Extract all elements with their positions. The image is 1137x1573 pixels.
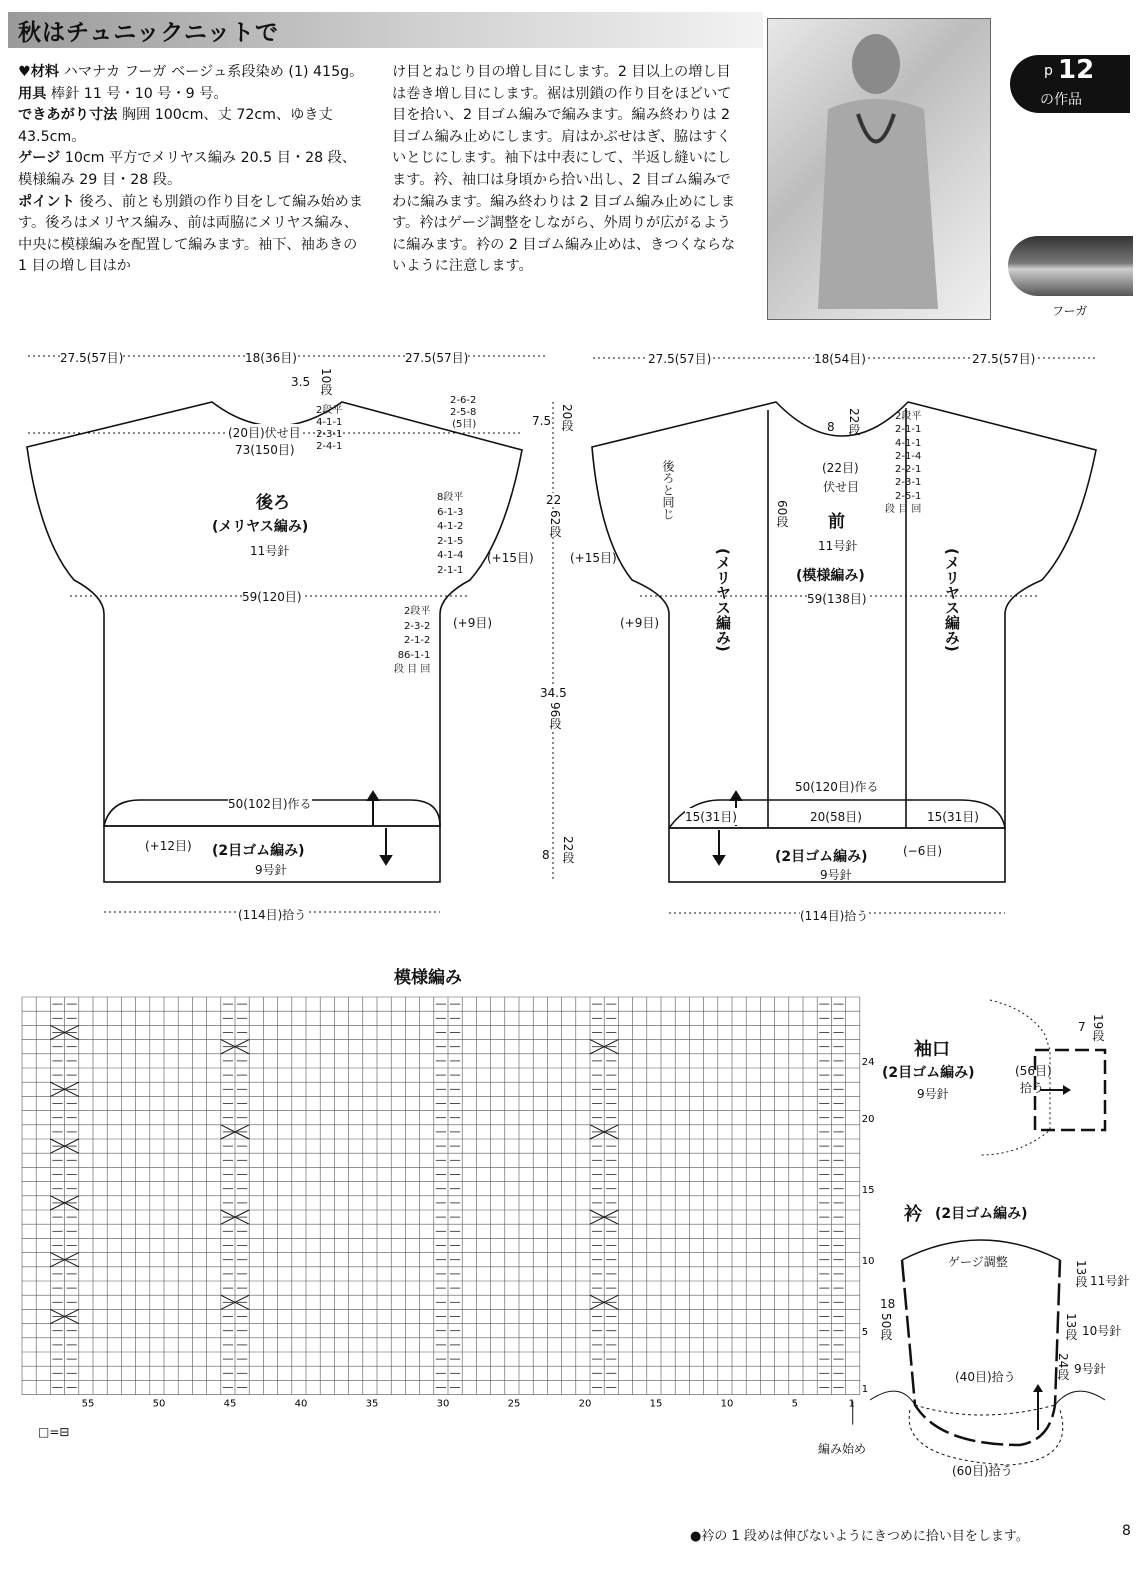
back-dim-mid: 18(36目) bbox=[245, 351, 297, 365]
back-width-mid: 59(120目) bbox=[242, 590, 302, 604]
cuff-rows: 19段 bbox=[1091, 1014, 1105, 1042]
front-cast-on: 50(120目)作る bbox=[795, 780, 879, 794]
chart-x-tick: 45 bbox=[223, 1398, 237, 1410]
cuff-stitch: (2目ゴム編み) bbox=[882, 1065, 975, 1081]
back-stitch: (メリヤス編み) bbox=[212, 519, 309, 535]
cuff-len: 7 bbox=[1078, 1020, 1086, 1034]
chart-x-tick: 30 bbox=[436, 1398, 450, 1410]
back-side-table: 2段平 2-3-2 2-1-2 86-1-1 段 目 回 bbox=[394, 606, 431, 675]
back-shoulder-table: 2-6-2 2-5-8 (5目) bbox=[450, 395, 477, 430]
point-text: 後ろ、前とも別鎖の作り目をして編み始めます。後ろはメリヤス編み、前は両脇にメリヤス編み、中央に模様編みを配置して編みます。袖下、袖あきの 1 目の増し目はか bbox=[18, 193, 364, 275]
front-neck-bind2: 伏せ目 bbox=[823, 480, 860, 494]
front-rib-needle: 9号針 bbox=[820, 868, 852, 882]
front-pickup: (114目)拾う bbox=[800, 909, 869, 923]
armhole-len: 22 bbox=[546, 493, 562, 507]
chart-title: 模様編み bbox=[394, 968, 462, 988]
front-seg-right: 15(31目) bbox=[927, 810, 979, 824]
collar-outer: (60目)拾う bbox=[952, 1464, 1013, 1478]
pattern-chart bbox=[12, 995, 875, 1425]
chart-x-tick: 10 bbox=[720, 1398, 734, 1410]
chart-y-tick: 5 bbox=[861, 1326, 869, 1338]
chart-start-label: 編み始め bbox=[818, 1442, 867, 1456]
badge-number: 12 bbox=[1058, 55, 1095, 85]
back-neck-depth: 3.5 bbox=[291, 375, 311, 389]
front-dim-left: 27.5(57目) bbox=[648, 352, 712, 366]
collar-r3n: 9号針 bbox=[1074, 1362, 1106, 1376]
shoulder-len: 7.5 bbox=[532, 414, 552, 428]
back-plus15: (+15目) bbox=[487, 551, 534, 565]
materials-label: ♥材料 bbox=[18, 64, 60, 80]
right-column-text: け目とねじり目の増し目にします。2 目以上の増し目は巻き増し目にします。裾は別鎖の作り目をほどいて目を拾い、2 目ゴム編みで編みます。編み終わりは 2 目ゴム編み止めにします。肩はかぶせはぎ、脇はすくいとじにします。袖下は中表にして、半返し縫いにします。衿、袖口は身頃から拾い出し、2 目ゴム編みでわに編みます。編み終わりは 2 目ゴム編み止めにします。衿はゲージ調整をしながら、外周りが広がるように編みます。衿の 2 目ゴム編み止めは、きつくならないように注意します。 bbox=[392, 64, 736, 275]
chart-x-tick: 35 bbox=[365, 1398, 379, 1410]
back-inc: (+12目) bbox=[145, 839, 192, 853]
front-neck-bind: (22目) bbox=[822, 461, 859, 475]
back-dim-left: 27.5(57目) bbox=[60, 351, 124, 365]
size-text: 胸囲 100cm、丈 72cm、ゆき丈 43.5cm。 bbox=[18, 107, 333, 145]
front-neck-rows: 22段 bbox=[847, 408, 861, 436]
back-dim-right: 27.5(57目) bbox=[405, 351, 469, 365]
back-cast-on: 50(102目)作る bbox=[228, 797, 312, 811]
shoulder-rows: 20段 bbox=[560, 404, 574, 432]
front-title: 前 bbox=[828, 512, 845, 532]
collar-r3: 24段 bbox=[1056, 1353, 1070, 1381]
gauge-label: ゲージ bbox=[18, 150, 61, 167]
chart-x-tick: 5 bbox=[791, 1398, 799, 1410]
front-dim-mid: 18(54目) bbox=[814, 352, 866, 366]
collar-inner: (40目)拾う bbox=[955, 1370, 1016, 1384]
back-pickup: (114目)拾う bbox=[238, 908, 307, 922]
back-title: 後ろ bbox=[256, 493, 290, 513]
collar-title: 衿 bbox=[904, 1204, 922, 1225]
front-dim-right: 27.5(57目) bbox=[972, 352, 1036, 366]
chart-y-tick: 10 bbox=[861, 1255, 875, 1267]
page-number: 8 bbox=[1122, 1523, 1131, 1539]
front-seg-left: 15(31目) bbox=[685, 810, 737, 824]
collar-r1n: 11号針 bbox=[1090, 1274, 1130, 1288]
back-plus9: (+9目) bbox=[453, 616, 493, 630]
cuff-title: 袖口 bbox=[914, 1039, 950, 1060]
back-outline bbox=[27, 402, 522, 826]
chart-x-tick: 25 bbox=[507, 1398, 521, 1410]
back-neck-table: 2段平 4-1-1 2-3-1 2-4-1 bbox=[316, 405, 343, 452]
front-left-stitch: (メリヤス編み) bbox=[714, 548, 732, 652]
chart-y-tick: 20 bbox=[861, 1113, 875, 1125]
size-label: できあがり寸法 bbox=[18, 107, 118, 124]
collar-r2: 13段 bbox=[1064, 1313, 1078, 1341]
front-neck-depth: 8 bbox=[827, 420, 835, 434]
chart-y-tick: 24 bbox=[861, 1057, 875, 1069]
badge-sub: の作品 bbox=[1040, 92, 1082, 108]
front-right-stitch: (メリヤス編み) bbox=[943, 548, 961, 652]
back-neck-rows: 10段 bbox=[319, 368, 333, 396]
collar-h: 18 bbox=[880, 1297, 896, 1311]
collar-hrows: 50段 bbox=[879, 1313, 893, 1341]
front-neck-table: 2段平 2-1-1 4-1-1 2-1-4 2-2-1 2-3-1 2-5-1 段 目 回 bbox=[885, 411, 922, 516]
back-rib-needle: 9号針 bbox=[255, 863, 287, 877]
back-sleeve-table: 8段平 6-1-3 4-1-2 2-1-5 4-1-4 2-1-1 bbox=[437, 492, 464, 576]
point-label: ポイント bbox=[18, 193, 75, 210]
collar-stitch: (2目ゴム編み) bbox=[935, 1206, 1028, 1222]
front-rib-label: (2目ゴム編み) bbox=[775, 849, 868, 865]
back-width-top: 73(150目) bbox=[235, 443, 295, 457]
tools-label: 用具 bbox=[18, 85, 47, 102]
collar-gauge: ゲージ調整 bbox=[948, 1255, 1008, 1269]
back-needle: 11号針 bbox=[250, 544, 290, 558]
front-plus9: (+9目) bbox=[620, 616, 660, 630]
gauge-text: 10cm 平方でメリヤス編み 20.5 目・28 段、模様編み 29 目・28 段。 bbox=[18, 150, 357, 188]
back-neck-bind: (20目)伏せ目 bbox=[228, 426, 301, 440]
rib-len: 8 bbox=[542, 848, 550, 862]
front-dec: (−6目) bbox=[903, 844, 943, 858]
collar-r2n: 10号針 bbox=[1082, 1324, 1122, 1338]
chart-y-tick: 1 bbox=[861, 1383, 869, 1395]
yarn-label: フーガ bbox=[1052, 304, 1088, 318]
chart-x-tick: 20 bbox=[578, 1398, 592, 1410]
front-width-mid: 59(138目) bbox=[807, 592, 867, 606]
badge-p: p bbox=[1044, 63, 1053, 79]
body-len: 34.5 bbox=[540, 686, 567, 700]
collar-r1: 13段 bbox=[1074, 1260, 1088, 1288]
chart-x-tick: 50 bbox=[152, 1398, 166, 1410]
chart-x-tick: 40 bbox=[294, 1398, 308, 1410]
armhole-rows: 62段 bbox=[548, 510, 562, 538]
tools-text: 棒針 11 号・10 号・9 号。 bbox=[50, 85, 228, 102]
footnote: ●衿の 1 段めは伸びないようにきつめに拾い目をします。 bbox=[690, 1529, 1029, 1544]
back-rib-label: (2目ゴム編み) bbox=[212, 843, 305, 859]
cuff-needle: 9号針 bbox=[917, 1087, 949, 1101]
body-rows: 96段 bbox=[548, 702, 562, 730]
front-same-as-back: 後ろと同じ bbox=[661, 460, 675, 520]
chart-legend: □=⊟ bbox=[38, 1425, 70, 1439]
materials-text: ハマナカ フーガ ベージュ系段染め (1) 415g。 bbox=[63, 64, 364, 80]
rib-rows: 22段 bbox=[561, 836, 575, 864]
front-side-rows: 60段 bbox=[775, 500, 789, 528]
cuff-pickup: (56目) bbox=[1015, 1064, 1052, 1078]
chart-x-tick: 15 bbox=[649, 1398, 663, 1410]
cuff-pickup2: 拾う bbox=[1020, 1081, 1045, 1095]
chart-x-tick: 1 bbox=[848, 1398, 855, 1410]
page-title: 秋はチュニックニットで bbox=[18, 20, 280, 46]
front-seg-mid: 20(58目) bbox=[810, 810, 862, 824]
chart-x-tick: 55 bbox=[81, 1398, 95, 1410]
chart-y-tick: 15 bbox=[861, 1184, 875, 1196]
front-pattern: (模様編み) bbox=[796, 568, 865, 584]
front-plus15: (+15目) bbox=[570, 551, 617, 565]
front-needle: 11号針 bbox=[818, 539, 858, 553]
